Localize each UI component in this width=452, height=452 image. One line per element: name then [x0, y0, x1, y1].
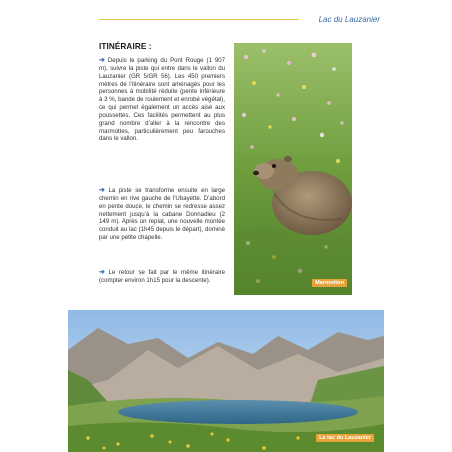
paragraph-text: Le retour se fait par le même itinéraire (compter environ 1h15 pour la descente).	[99, 269, 225, 284]
lake-landscape-illustration	[68, 310, 384, 452]
header-rule	[99, 19, 299, 20]
arrow-bullet-icon: ➔	[99, 57, 105, 64]
running-title: Lac du Lauzanier	[318, 15, 380, 24]
lake-photo	[68, 310, 384, 452]
paragraph-text: La piste se transforme ensuite en large chemin en rive gauche de l’Ubayette. D’abord en pente douce, le chemin se redresse assez nettement jusqu’à la cabane Donnadieu (2 149 m). Après un replat, une nouvelle montée conduit au lac (1h45 depuis le départ), dominé par une petite chapelle.	[99, 187, 225, 242]
arrow-bullet-icon: ➔	[99, 187, 105, 194]
marmot-illustration	[234, 43, 352, 295]
lake-caption: Le lac du Lauzanier	[316, 434, 374, 442]
marmot-caption: Marmotton	[312, 279, 347, 287]
arrow-bullet-icon: ➔	[99, 269, 105, 276]
marmot-photo	[234, 43, 352, 295]
paragraph-path	[99, 187, 225, 242]
paragraph-return	[99, 269, 225, 285]
paragraph-text: Depuis le parking du Pont Rouge (1 907 m), suivre la piste qui entre dans le vallon du Lauzanier (GR 5/GR 56). Les 450 premiers mètres de l’itinéraire sont aménagés pour les personnes à mobilité réduite (pente inférieure à 3 %, bande de roulement et enrobé végétal), ce qui permet également un accès aisé aux poussettes. Ces facilités permettent au plus grand nombre d’aller à la rencontre des marmottes, particulièrement peu farouches dans le vallon.	[99, 57, 225, 143]
paragraph-parking	[99, 57, 225, 143]
section-heading: ITINÉRAIRE :	[99, 42, 152, 51]
